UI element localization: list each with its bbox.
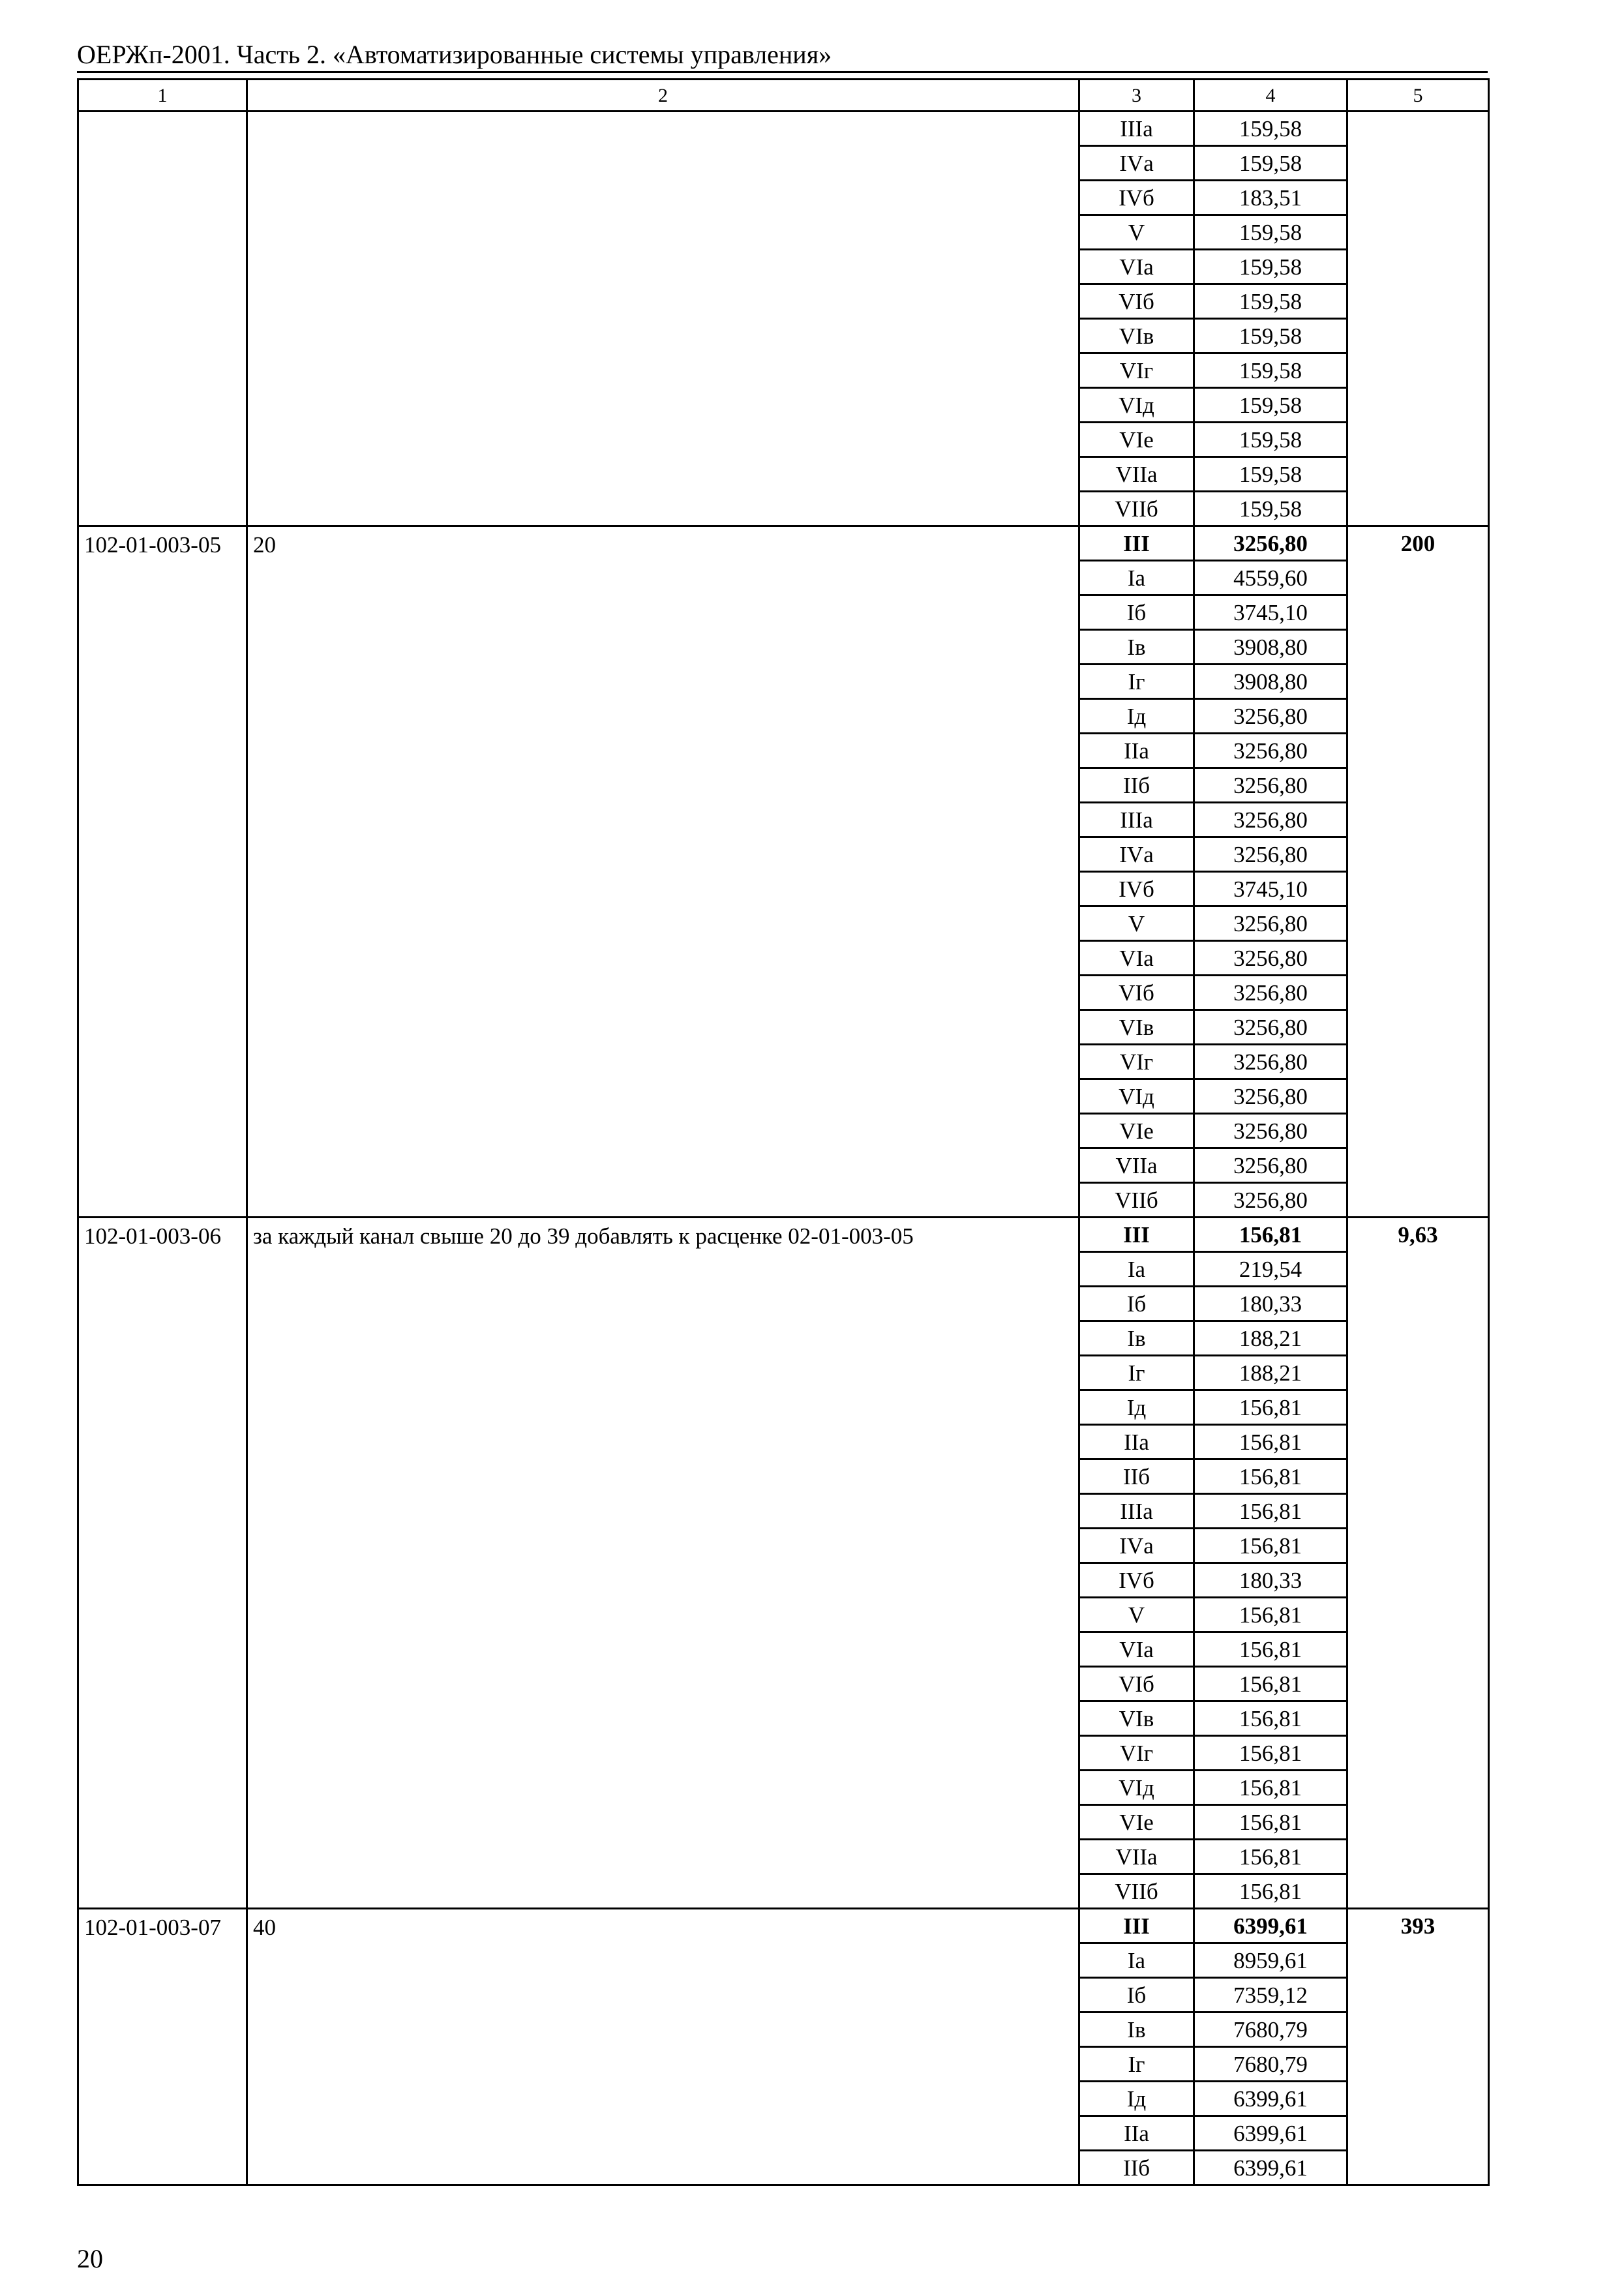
price-cell: 7359,12 (1194, 1978, 1347, 2012)
price-cell: 3745,10 (1194, 872, 1347, 906)
price-cell: 8959,61 (1194, 1943, 1347, 1978)
price-cell: 159,58 (1194, 146, 1347, 181)
zone-cell: VIд (1079, 388, 1194, 423)
price-cell: 3256,80 (1194, 803, 1347, 837)
zone-cell: IVа (1079, 837, 1194, 872)
price-cell: 156,81 (1194, 1771, 1347, 1805)
zone-cell: Iв (1079, 630, 1194, 665)
table-row (78, 1218, 1489, 1252)
zone-cell: V (1079, 1598, 1194, 1632)
price-cell: 156,81 (1194, 1701, 1347, 1736)
price-cell: 7680,79 (1194, 2012, 1347, 2047)
zone-cell: IVб (1079, 872, 1194, 906)
price-cell: 159,58 (1194, 112, 1347, 146)
zone-cell: IIа (1079, 1425, 1194, 1459)
col5-cell (1347, 112, 1489, 526)
zone-cell: III (1079, 1218, 1194, 1252)
zone-cell: VIIа (1079, 1840, 1194, 1874)
zone-cell: III (1079, 526, 1194, 561)
table-row (78, 1909, 1489, 1943)
price-cell: 3256,80 (1194, 941, 1347, 976)
zone-cell: VIд (1079, 1771, 1194, 1805)
page-header-title: ОЕРЖп-2001. Часть 2. «Автоматизированные системы управления» (77, 40, 832, 69)
description-cell: 20 (247, 526, 1079, 1218)
price-cell: 156,81 (1194, 1805, 1347, 1840)
price-cell: 3908,80 (1194, 665, 1347, 699)
code-cell: 102-01-003-06 (78, 1218, 247, 1909)
zone-cell: VIIа (1079, 457, 1194, 492)
zone-cell: VIа (1079, 250, 1194, 284)
code-cell (78, 112, 247, 526)
code-cell: 102-01-003-05 (78, 526, 247, 1218)
price-cell: 4559,60 (1194, 561, 1347, 595)
zone-cell: IIа (1079, 2116, 1194, 2151)
price-cell: 188,21 (1194, 1321, 1347, 1356)
zone-cell: IIIа (1079, 1494, 1194, 1529)
price-cell: 3256,80 (1194, 699, 1347, 734)
price-cell: 159,58 (1194, 215, 1347, 250)
zone-cell: VIв (1079, 1010, 1194, 1045)
price-cell: 159,58 (1194, 250, 1347, 284)
col5-cell: 393 (1347, 1909, 1489, 2185)
zone-cell: Iа (1079, 1943, 1194, 1978)
price-cell: 156,81 (1194, 1529, 1347, 1563)
zone-cell: VIIб (1079, 1874, 1194, 1909)
zone-cell: IVа (1079, 146, 1194, 181)
price-cell: 3256,80 (1194, 906, 1347, 941)
column-number-1: 1 (78, 80, 247, 112)
price-cell: 180,33 (1194, 1563, 1347, 1598)
zone-cell: VIе (1079, 1114, 1194, 1148)
header-rule (77, 71, 1488, 73)
price-cell: 159,58 (1194, 423, 1347, 457)
zone-cell: Iд (1079, 1390, 1194, 1425)
description-cell: 40 (247, 1909, 1079, 2185)
price-cell: 156,81 (1194, 1459, 1347, 1494)
zone-cell: Iд (1079, 699, 1194, 734)
price-cell: 156,81 (1194, 1632, 1347, 1667)
zone-cell: VIIа (1079, 1148, 1194, 1183)
price-cell: 159,58 (1194, 388, 1347, 423)
price-cell: 3256,80 (1194, 1183, 1347, 1218)
price-cell: 156,81 (1194, 1425, 1347, 1459)
column-number-3: 3 (1079, 80, 1194, 112)
price-cell: 183,51 (1194, 181, 1347, 215)
price-cell: 180,33 (1194, 1287, 1347, 1321)
description-cell: за каждый канал свыше 20 до 39 добавлять к расценке 02-01-003-05 (247, 1218, 1079, 1909)
column-number-5: 5 (1347, 80, 1489, 112)
price-cell: 7680,79 (1194, 2047, 1347, 2082)
zone-cell: III (1079, 1909, 1194, 1943)
price-cell: 6399,61 (1194, 2116, 1347, 2151)
zone-cell: Iг (1079, 1356, 1194, 1390)
price-cell: 219,54 (1194, 1252, 1347, 1287)
price-cell: 3256,80 (1194, 976, 1347, 1010)
price-cell: 6399,61 (1194, 1909, 1347, 1943)
zone-cell: VIа (1079, 1632, 1194, 1667)
page-number: 20 (77, 2244, 103, 2273)
zone-cell: IIIа (1079, 112, 1194, 146)
rates-table-body (78, 80, 1489, 2185)
price-cell: 156,81 (1194, 1390, 1347, 1425)
table-row (78, 526, 1489, 561)
price-cell: 3256,80 (1194, 1079, 1347, 1114)
price-cell: 6399,61 (1194, 2082, 1347, 2116)
zone-cell: IIб (1079, 2151, 1194, 2185)
zone-cell: VIг (1079, 353, 1194, 388)
zone-cell: Iд (1079, 2082, 1194, 2116)
zone-cell: VIд (1079, 1079, 1194, 1114)
column-number-4: 4 (1194, 80, 1347, 112)
zone-cell: VIб (1079, 1667, 1194, 1701)
price-cell: 3908,80 (1194, 630, 1347, 665)
zone-cell: VIе (1079, 423, 1194, 457)
price-cell: 159,58 (1194, 353, 1347, 388)
column-number-row (78, 80, 1489, 112)
zone-cell: Iб (1079, 1978, 1194, 2012)
code-cell: 102-01-003-07 (78, 1909, 247, 2185)
zone-cell: VIа (1079, 941, 1194, 976)
zone-cell: IIб (1079, 1459, 1194, 1494)
zone-cell: IIIа (1079, 803, 1194, 837)
zone-cell: IVа (1079, 1529, 1194, 1563)
price-cell: 3256,80 (1194, 1045, 1347, 1079)
price-cell: 156,81 (1194, 1667, 1347, 1701)
zone-cell: IIб (1079, 768, 1194, 803)
zone-cell: V (1079, 215, 1194, 250)
zone-cell: VIб (1079, 284, 1194, 319)
price-cell: 156,81 (1194, 1598, 1347, 1632)
price-cell: 159,58 (1194, 319, 1347, 353)
price-cell: 159,58 (1194, 457, 1347, 492)
zone-cell: Iб (1079, 595, 1194, 630)
price-cell: 159,58 (1194, 492, 1347, 526)
table-row (78, 112, 1489, 146)
zone-cell: VIIб (1079, 1183, 1194, 1218)
zone-cell: V (1079, 906, 1194, 941)
zone-cell: VIв (1079, 319, 1194, 353)
price-cell: 3745,10 (1194, 595, 1347, 630)
price-cell: 3256,80 (1194, 1114, 1347, 1148)
price-cell: 156,81 (1194, 1874, 1347, 1909)
zone-cell: Iа (1079, 1252, 1194, 1287)
zone-cell: VIг (1079, 1736, 1194, 1771)
price-cell: 156,81 (1194, 1218, 1347, 1252)
price-cell: 156,81 (1194, 1736, 1347, 1771)
zone-cell: IVб (1079, 1563, 1194, 1598)
zone-cell: Iг (1079, 665, 1194, 699)
zone-cell: VIг (1079, 1045, 1194, 1079)
price-cell: 156,81 (1194, 1840, 1347, 1874)
zone-cell: Iв (1079, 1321, 1194, 1356)
price-cell: 156,81 (1194, 1494, 1347, 1529)
price-cell: 3256,80 (1194, 1148, 1347, 1183)
col5-cell: 200 (1347, 526, 1489, 1218)
zone-cell: VIе (1079, 1805, 1194, 1840)
col5-cell: 9,63 (1347, 1218, 1489, 1909)
rates-table (77, 78, 1490, 2186)
price-cell: 3256,80 (1194, 768, 1347, 803)
zone-cell: VIIб (1079, 492, 1194, 526)
zone-cell: VIб (1079, 976, 1194, 1010)
price-cell: 3256,80 (1194, 526, 1347, 561)
price-cell: 3256,80 (1194, 734, 1347, 768)
zone-cell: Iв (1079, 2012, 1194, 2047)
price-cell: 188,21 (1194, 1356, 1347, 1390)
zone-cell: Iб (1079, 1287, 1194, 1321)
description-cell (247, 112, 1079, 526)
column-number-2: 2 (247, 80, 1079, 112)
zone-cell: Iа (1079, 561, 1194, 595)
zone-cell: IIа (1079, 734, 1194, 768)
price-cell: 159,58 (1194, 284, 1347, 319)
zone-cell: IVб (1079, 181, 1194, 215)
price-cell: 3256,80 (1194, 1010, 1347, 1045)
zone-cell: Iг (1079, 2047, 1194, 2082)
zone-cell: VIв (1079, 1701, 1194, 1736)
price-cell: 3256,80 (1194, 837, 1347, 872)
price-cell: 6399,61 (1194, 2151, 1347, 2185)
